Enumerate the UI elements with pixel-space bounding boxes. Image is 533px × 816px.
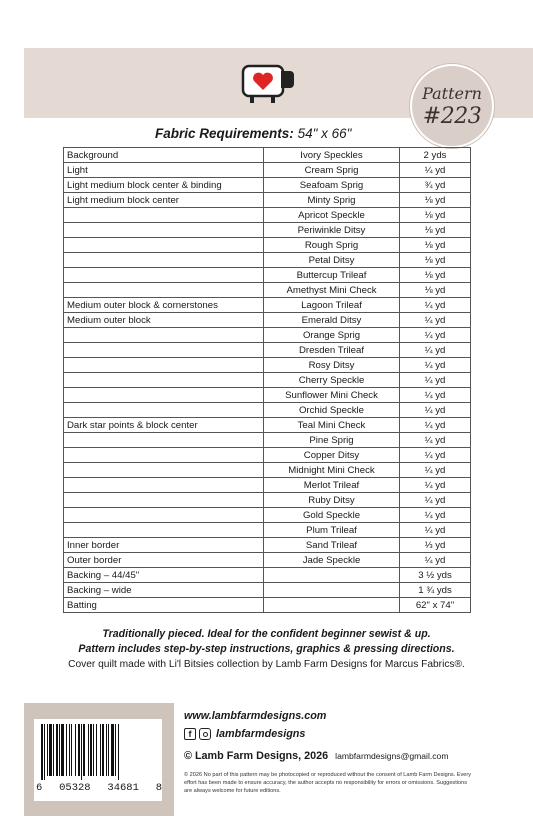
table-row	[64, 418, 471, 433]
table-row	[64, 253, 471, 268]
yardage-cell: ⅛ yd	[400, 283, 471, 298]
use-cell: Background	[64, 148, 264, 163]
fabric-cell: Dresden Trileaf	[264, 343, 400, 358]
yardage-cell: 3 ½ yds	[400, 568, 471, 583]
use-cell	[64, 253, 264, 268]
barcode-bar	[108, 724, 109, 776]
instagram-icon[interactable]	[199, 728, 211, 740]
yardage-cell: ¼ yd	[400, 343, 471, 358]
barcode-digit-group: 6	[36, 782, 43, 794]
use-cell	[64, 463, 264, 478]
barcode-bar	[47, 724, 48, 776]
yardage-cell: ⅓ yd	[400, 538, 471, 553]
use-cell	[64, 373, 264, 388]
yardage-cell: ¼ yd	[400, 523, 471, 538]
yardage-cell: ¼ yd	[400, 463, 471, 478]
pattern-number: #223	[422, 104, 482, 129]
table-row	[64, 583, 471, 598]
barcode-bar	[88, 724, 89, 776]
yardage-cell: ¼ yd	[400, 163, 471, 178]
fabric-cell	[264, 568, 400, 583]
yardage-cell: ¼ yd	[400, 313, 471, 328]
fabric-cell: Orange Sprig	[264, 328, 400, 343]
table-row	[64, 343, 471, 358]
use-cell	[64, 238, 264, 253]
use-cell: Backing – wide	[64, 583, 264, 598]
barcode-bar	[93, 724, 94, 776]
fabric-cell: Seafoam Sprig	[264, 178, 400, 193]
pattern-includes-text: Pattern includes step-by-step instructions, graphics & pressing directions.	[78, 643, 455, 655]
use-cell	[64, 508, 264, 523]
barcode-bar	[71, 724, 72, 776]
table-row	[64, 223, 471, 238]
barcode-bar	[106, 724, 107, 776]
fabric-cell: Emerald Ditsy	[264, 313, 400, 328]
barcode-bar	[59, 724, 60, 776]
fabric-cell: Cherry Speckle	[264, 373, 400, 388]
website-link[interactable]: www.lambfarmdesigns.com	[184, 710, 327, 722]
use-cell: Light medium block center	[64, 193, 264, 208]
yardage-cell: ¼ yd	[400, 478, 471, 493]
barcode-bar	[49, 724, 52, 776]
use-cell: Medium outer block & cornerstones	[64, 298, 264, 313]
barcode-bar	[61, 724, 64, 776]
table-row	[64, 403, 471, 418]
barcode-bar	[90, 724, 92, 776]
fabric-cell: Teal Mini Check	[264, 418, 400, 433]
fabric-cell: Apricot Speckle	[264, 208, 400, 223]
yardage-cell: ¼ yd	[400, 388, 471, 403]
table-row	[64, 268, 471, 283]
fabric-cell: Petal Ditsy	[264, 253, 400, 268]
use-cell: Outer border	[64, 553, 264, 568]
fabric-cell: Sand Trileaf	[264, 538, 400, 553]
use-cell	[64, 343, 264, 358]
barcode-bar	[53, 724, 54, 776]
fabric-title-label: Fabric Requirements:	[155, 126, 294, 141]
yardage-cell: ¼ yd	[400, 433, 471, 448]
yardage-cell: ¼ yd	[400, 448, 471, 463]
quilt-size: 54" x 66"	[297, 126, 352, 141]
table-row	[64, 148, 471, 163]
barcode-bar	[44, 724, 45, 780]
use-cell	[64, 208, 264, 223]
table-row	[64, 493, 471, 508]
table-row	[64, 463, 471, 478]
yardage-cell: ¼ yd	[400, 418, 471, 433]
use-cell	[64, 523, 264, 538]
yardage-cell: ⅛ yd	[400, 268, 471, 283]
barcode-bar	[115, 724, 116, 776]
copyright-text: © Lamb Farm Designs, 2026	[184, 750, 329, 762]
legal-notice: © 2026 No part of this pattern may be photocopied or reproduced without the consent of Lamb Farm Designs. Every effort has been made to ensure accuracy, the author accepts no responsibility for errors or omissions. Suggestions are always welcome for future editions.	[184, 772, 472, 794]
table-row	[64, 313, 471, 328]
fabric-cell: Ivory Speckles	[264, 148, 400, 163]
yardage-cell: ¼ yd	[400, 358, 471, 373]
use-cell	[64, 268, 264, 283]
yardage-cell: ¼ yd	[400, 373, 471, 388]
use-cell: Light	[64, 163, 264, 178]
fabric-cell: Pine Sprig	[264, 433, 400, 448]
fabric-requirements-title	[155, 126, 351, 141]
fabric-cell: Rosy Ditsy	[264, 358, 400, 373]
fabric-cell: Copper Ditsy	[264, 448, 400, 463]
fabric-cell: Lagoon Trileaf	[264, 298, 400, 313]
table-row	[64, 298, 471, 313]
use-cell	[64, 328, 264, 343]
fabric-table	[63, 147, 471, 613]
use-cell: Light medium block center & binding	[64, 178, 264, 193]
yardage-cell: ⅛ yd	[400, 193, 471, 208]
table-row	[64, 553, 471, 568]
yardage-cell: 1 ¾ yds	[400, 583, 471, 598]
social-handle[interactable]: lambfarmdesigns	[216, 728, 306, 740]
use-cell	[64, 448, 264, 463]
use-cell: Dark star points & block center	[64, 418, 264, 433]
table-row	[64, 373, 471, 388]
fabric-cell: Merlot Trileaf	[264, 478, 400, 493]
yardage-cell: 2 yds	[400, 148, 471, 163]
table-row	[64, 508, 471, 523]
yardage-cell: ⅛ yd	[400, 253, 471, 268]
social-row	[184, 728, 305, 740]
skill-level-text: Traditionally pieced. Ideal for the confident beginner sewist & up.	[102, 628, 431, 640]
barcode-bar	[81, 724, 82, 780]
barcode-bar	[66, 724, 67, 776]
use-cell	[64, 478, 264, 493]
table-row	[64, 598, 471, 613]
barcode-bar	[75, 724, 76, 776]
table-row	[64, 328, 471, 343]
barcode-bar	[96, 724, 97, 776]
fabric-cell: Amethyst Mini Check	[264, 283, 400, 298]
badge-label: Pattern	[422, 84, 482, 103]
table-row	[64, 163, 471, 178]
yardage-cell: ⅛ yd	[400, 223, 471, 238]
yardage-cell: ¼ yd	[400, 403, 471, 418]
facebook-icon[interactable]: f	[184, 728, 196, 740]
table-row	[64, 523, 471, 538]
pattern-badge	[410, 64, 494, 148]
fabric-cell: Jade Speckle	[264, 553, 400, 568]
use-cell	[64, 358, 264, 373]
table-row	[64, 568, 471, 583]
barcode-bar	[111, 724, 114, 776]
fabric-cell: Rough Sprig	[264, 238, 400, 253]
yardage-cell: ¼ yd	[400, 328, 471, 343]
barcode-digit-group: 34681	[107, 782, 139, 794]
table-row	[64, 388, 471, 403]
table-row	[64, 238, 471, 253]
table-row	[64, 538, 471, 553]
barcode-bar	[100, 724, 101, 776]
yardage-cell: ⅛ yd	[400, 238, 471, 253]
yardage-cell: ⅛ yd	[400, 208, 471, 223]
yardage-cell: ¼ yd	[400, 493, 471, 508]
barcode-bar	[56, 724, 58, 776]
fabric-cell: Midnight Mini Check	[264, 463, 400, 478]
table-row	[64, 283, 471, 298]
barcode-bar	[83, 724, 85, 776]
barcode-bar	[78, 724, 80, 776]
use-cell: Batting	[64, 598, 264, 613]
barcode-bar	[102, 724, 104, 776]
table-row	[64, 448, 471, 463]
fabric-cell: Gold Speckle	[264, 508, 400, 523]
use-cell: Backing – 44/45"	[64, 568, 264, 583]
barcode	[40, 724, 158, 780]
fabric-cell: Buttercup Trileaf	[264, 268, 400, 283]
fabric-cell: Cream Sprig	[264, 163, 400, 178]
yardage-cell: ¼ yd	[400, 553, 471, 568]
use-cell: Medium outer block	[64, 313, 264, 328]
table-row	[64, 178, 471, 193]
barcode-bar	[69, 724, 70, 776]
table-row	[64, 193, 471, 208]
barcode-digits	[36, 782, 162, 794]
yardage-cell: ¼ yd	[400, 508, 471, 523]
fabric-cell: Ruby Ditsy	[264, 493, 400, 508]
use-cell	[64, 403, 264, 418]
fabric-cell: Orchid Speckle	[264, 403, 400, 418]
barcode-bar	[41, 724, 43, 780]
use-cell	[64, 223, 264, 238]
barcode-bar	[118, 724, 119, 780]
email-link[interactable]: lambfarmdesigns@gmail.com	[335, 751, 449, 761]
fabric-cell: Plum Trileaf	[264, 523, 400, 538]
fabric-cell: Periwinkle Ditsy	[264, 223, 400, 238]
use-cell	[64, 283, 264, 298]
table-row	[64, 433, 471, 448]
use-cell	[64, 433, 264, 448]
fabric-cell	[264, 583, 400, 598]
use-cell	[64, 388, 264, 403]
fabric-cell: Minty Sprig	[264, 193, 400, 208]
yardage-cell: ¾ yd	[400, 178, 471, 193]
cover-quilt-text: Cover quilt made with Li'l Bitsies collection by Lamb Farm Designs for Marcus Fabrics®.	[68, 659, 465, 670]
table-row	[64, 208, 471, 223]
table-row	[64, 358, 471, 373]
barcode-digit-group: 05328	[59, 782, 91, 794]
use-cell	[64, 493, 264, 508]
use-cell: Inner border	[64, 538, 264, 553]
yardage-cell: 62" x 74"	[400, 598, 471, 613]
table-row	[64, 478, 471, 493]
barcode-digit-group: 8	[155, 782, 162, 794]
fabric-cell	[264, 598, 400, 613]
yardage-cell: ¼ yd	[400, 298, 471, 313]
sheep-heart-icon	[240, 62, 296, 106]
fabric-cell: Sunflower Mini Check	[264, 388, 400, 403]
copyright-line	[184, 750, 449, 762]
